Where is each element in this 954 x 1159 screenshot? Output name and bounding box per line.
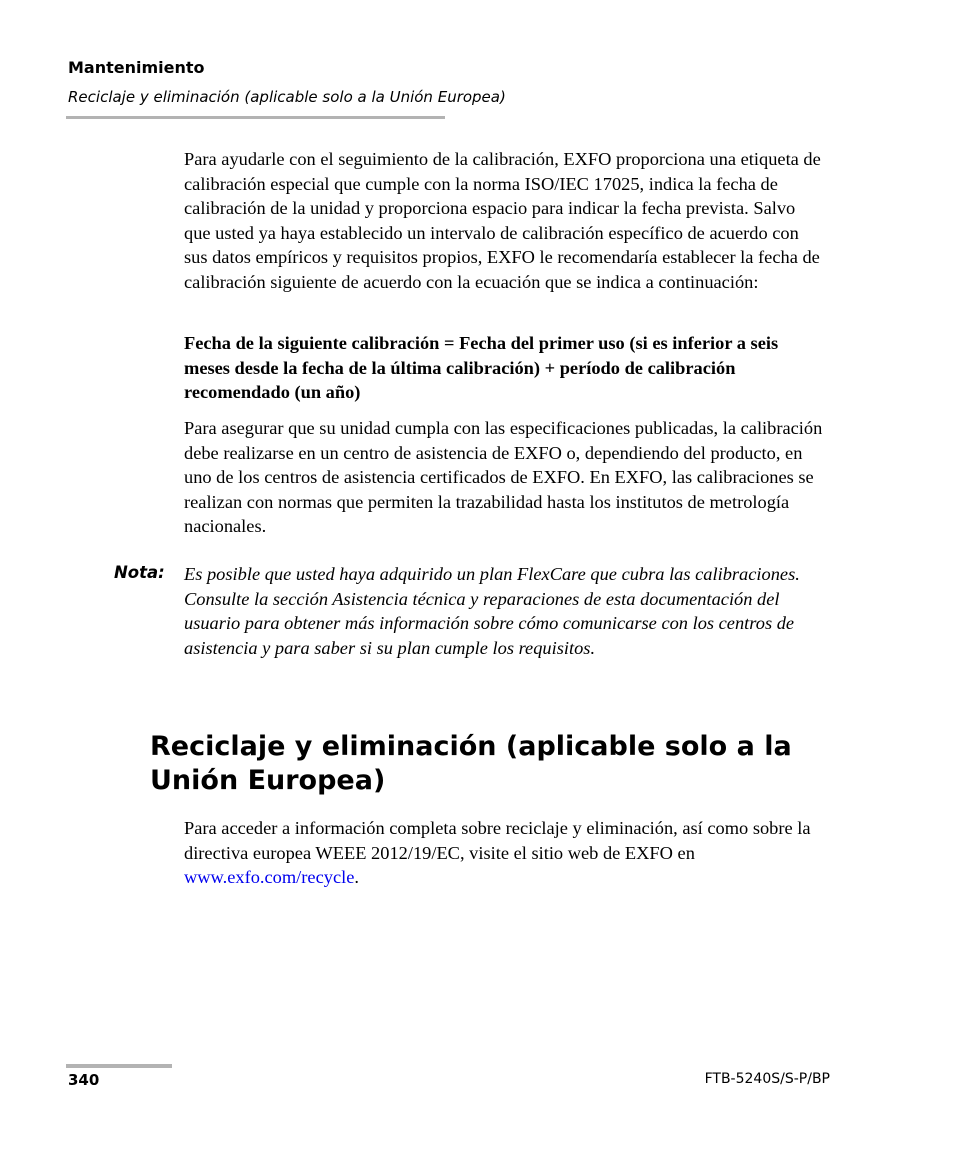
note-text: Es posible que usted haya adquirido un plan FlexCare que cubra las calibraciones. Consulte la sección Asistencia técnica y reparaciones de esta documentación del usuario para obtener más información sobre cómo comunicarse con los centros de asistencia y para saber si su plan cumple los requisitos. [184, 564, 800, 658]
footer-divider [66, 1064, 172, 1068]
calibration-requirements-paragraph: Para asegurar que su unidad cumpla con las especificaciones publicadas, la calibración debe realizarse en un centro de asistencia de EXFO o, dependiendo del producto, en uno de los centros de asistencia certificados de EXFO. En EXFO, las calibraciones se realizan con normas que permiten la trazabilidad hasta los institutos de metrología nacionales. [184, 418, 823, 537]
page-number: 340 [68, 1071, 100, 1089]
section-breadcrumb: Reciclaje y eliminación (aplicable solo a la Unión Europea) [68, 88, 506, 106]
recycling-paragraph [184, 816, 824, 890]
note-label: Nota: [114, 563, 165, 582]
header-divider [66, 116, 445, 119]
calibration-paragraph: Para ayudarle con el seguimiento de la calibración, EXFO proporciona una etiqueta de calibración especial que cumple con la norma ISO/IEC 17025, indica la fecha de calibración de la unidad y proporciona espacio para indicar la fecha prevista. Salvo que usted ya haya establecido un intervalo de calibración específico de acuerdo con sus datos empíricos y requisitos propios, EXFO le recomendaría establecer la fecha de calibración siguiente de acuerdo con la ecuación que se indica a continuación: [184, 149, 821, 292]
chapter-title: Mantenimiento [68, 58, 205, 77]
calibration-formula: Fecha de la siguiente calibración = Fecha del primer uso (si es inferior a seis meses desde la fecha de la última calibración) + período de calibración recomendado (un año) [184, 333, 779, 403]
recycling-text: Para acceder a información completa sobre reciclaje y eliminación, así como sobre la directiva europea WEEE 2012/19/EC, visite el sitio web de EXFO en [184, 818, 811, 863]
recycling-text-end: . [354, 867, 359, 888]
section-heading: Reciclaje y eliminación (aplicable solo a la Unión Europea) [150, 731, 792, 796]
document-id: FTB-5240S/S-P/BP [704, 1071, 830, 1087]
recycle-link[interactable]: www.exfo.com/recycle [184, 867, 355, 888]
